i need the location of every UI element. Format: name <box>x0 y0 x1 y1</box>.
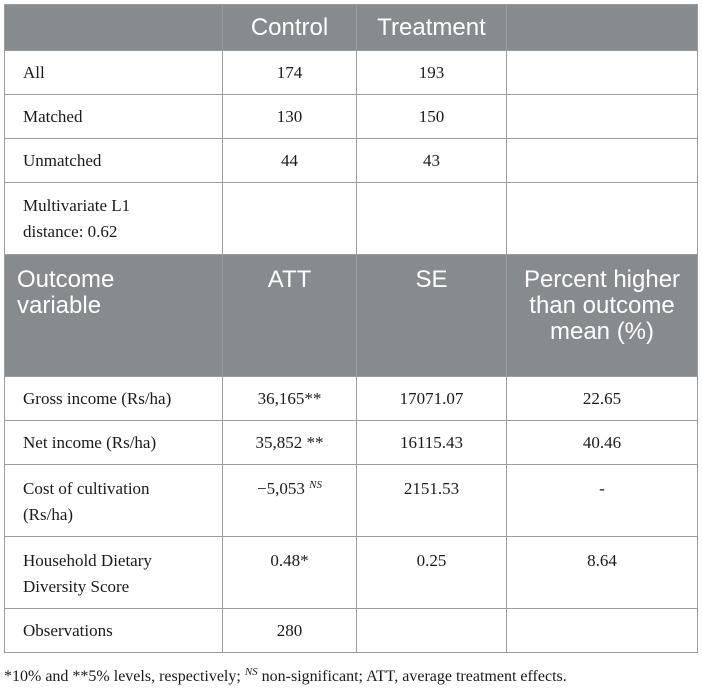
table-row <box>5 609 698 653</box>
se-value: 17071.07 <box>357 377 507 421</box>
row-label: Cost of cultivation (Rs/ha) <box>5 465 223 537</box>
se-value: 2151.53 <box>357 465 507 537</box>
percent-value: 22.65 <box>507 377 698 421</box>
empty-cell <box>223 183 357 255</box>
percent-value <box>507 609 698 653</box>
header-empty <box>507 5 698 51</box>
header-att: ATT <box>223 255 357 377</box>
row-label: All <box>5 51 223 95</box>
se-value: 0.25 <box>357 537 507 609</box>
empty-cell <box>507 51 698 95</box>
row-label: Observations <box>5 609 223 653</box>
l1-distance-label: Multivariate L1 distance: 0.62 <box>5 183 223 255</box>
att-value <box>223 465 357 537</box>
empty-cell <box>507 139 698 183</box>
row-label: Matched <box>5 95 223 139</box>
table-row <box>5 139 698 183</box>
control-value: 44 <box>223 139 357 183</box>
results-table <box>4 4 698 653</box>
table-row <box>5 537 698 609</box>
table-row <box>5 421 698 465</box>
percent-value: 40.46 <box>507 421 698 465</box>
percent-value: 8.64 <box>507 537 698 609</box>
row-label: Unmatched <box>5 139 223 183</box>
treatment-value: 193 <box>357 51 507 95</box>
empty-cell <box>507 183 698 255</box>
outcome-header-row <box>5 255 698 377</box>
table-row <box>5 377 698 421</box>
table-row <box>5 95 698 139</box>
footnote-part2: non-significant; ATT, average treatment effects. <box>257 668 567 685</box>
se-value <box>357 609 507 653</box>
control-value: 174 <box>223 51 357 95</box>
percent-value: - <box>507 465 698 537</box>
empty-cell <box>357 183 507 255</box>
header-row <box>5 5 698 51</box>
header-blank <box>5 5 223 51</box>
control-value: 130 <box>223 95 357 139</box>
footnote-part1: *10% and **5% levels, respectively; <box>4 668 245 685</box>
header-se: SE <box>357 255 507 377</box>
table-row <box>5 183 698 255</box>
table-footnote <box>4 666 567 686</box>
att-number: −5,053 <box>257 479 305 498</box>
att-value: 0.48* <box>223 537 357 609</box>
row-label: Household Dietary Diversity Score <box>5 537 223 609</box>
header-treatment: Treatment <box>357 5 507 51</box>
table-row <box>5 465 698 537</box>
header-percent: Percent higher than outcome mean (%) <box>507 255 698 377</box>
footnote-ns: NS <box>244 666 258 678</box>
treatment-value: 150 <box>357 95 507 139</box>
att-value: 280 <box>223 609 357 653</box>
table-row <box>5 51 698 95</box>
row-label: Gross income (Rs/ha) <box>5 377 223 421</box>
header-control: Control <box>223 5 357 51</box>
row-label: Net income (Rs/ha) <box>5 421 223 465</box>
header-outcome-variable: Outcome variable <box>5 255 223 377</box>
se-value: 16115.43 <box>357 421 507 465</box>
empty-cell <box>507 95 698 139</box>
ns-superscript: NS <box>309 479 322 491</box>
treatment-value: 43 <box>357 139 507 183</box>
att-value: 36,165** <box>223 377 357 421</box>
att-value: 35,852 ** <box>223 421 357 465</box>
